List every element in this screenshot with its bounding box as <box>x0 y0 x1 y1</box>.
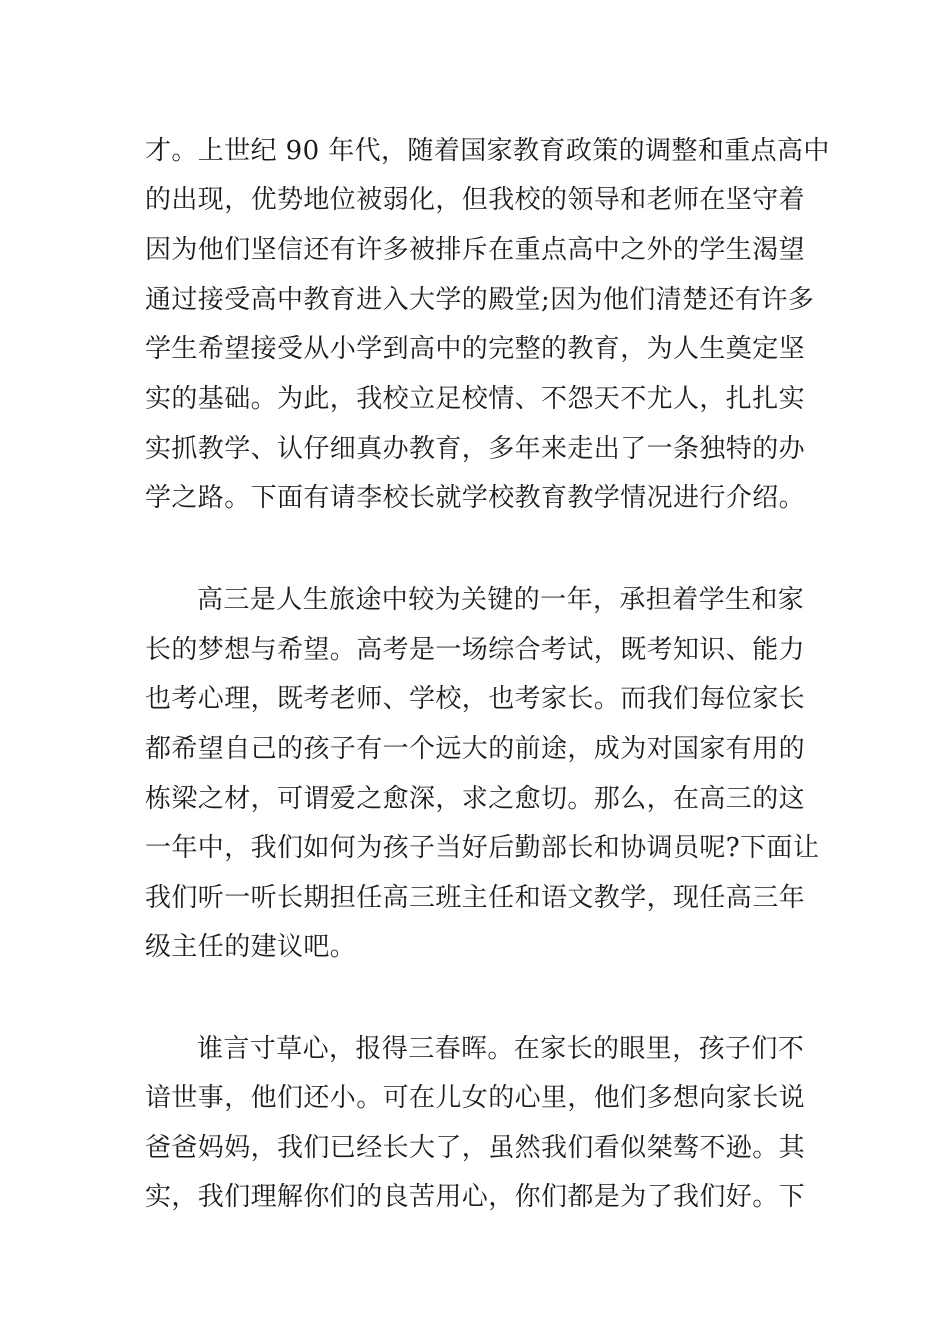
paragraph-2-line-4: 都希望自己的孩子有一个远大的前途，成为对国家有用的 <box>145 734 806 764</box>
paragraph-1-line-8: 学之路。下面有请李校长就学校教育教学情况进行介绍。 <box>145 483 806 513</box>
paragraph-2-line-5: 栋梁之材，可谓爱之愈深，求之愈切。那么，在高三的这 <box>145 784 806 814</box>
paragraph-2-line-7: 我们听一听长期担任高三班主任和语文教学，现任高三年 <box>145 883 806 913</box>
paragraph-1-line-7: 实抓教学、认仔细真办教育，多年来走出了一条独特的办 <box>145 434 806 464</box>
paragraph-1-line-4: 通过接受高中教育进入大学的殿堂;因为他们清楚还有许多 <box>145 285 815 315</box>
paragraph-1-line-3: 因为他们坚信还有许多被排斥在重点高中之外的学生渴望 <box>145 235 806 265</box>
paragraph-2-line-2: 长的梦想与希望。高考是一场综合考试，既考知识、能力 <box>145 635 806 665</box>
paragraph-3-line-3: 爸爸妈妈，我们已经长大了，虽然我们看似桀骜不逊。其 <box>145 1133 806 1163</box>
paragraph-2-line-1: 高三是人生旅途中较为关键的一年，承担着学生和家 <box>197 585 805 615</box>
paragraph-1-line-6: 实的基础。为此，我校立足校情、不怨天不尤人，扎扎实 <box>145 384 806 414</box>
paragraph-2-line-8: 级主任的建议吧。 <box>145 932 357 962</box>
paragraph-1-line-5: 学生希望接受从小学到高中的完整的教育，为人生奠定坚 <box>145 334 806 364</box>
paragraph-2-line-6: 一年中，我们如何为孩子当好后勤部长和协调员呢?下面让 <box>145 833 820 863</box>
paragraph-3-line-4: 实，我们理解你们的良苦用心，你们都是为了我们好。下 <box>145 1182 806 1212</box>
paragraph-1-line-1: 才。上世纪 90 年代，随着国家教育政策的调整和重点高中 <box>145 136 830 166</box>
paragraph-1-line-2: 的出现，优势地位被弱化，但我校的领导和老师在坚守着 <box>145 185 806 215</box>
paragraph-3-line-2: 谙世事，他们还小。可在儿女的心里，他们多想向家长说 <box>145 1083 806 1113</box>
paragraph-2-line-3: 也考心理，既考老师、学校，也考家长。而我们每位家长 <box>145 684 806 714</box>
paragraph-3-line-1: 谁言寸草心，报得三春晖。在家长的眼里，孩子们不 <box>197 1034 805 1064</box>
